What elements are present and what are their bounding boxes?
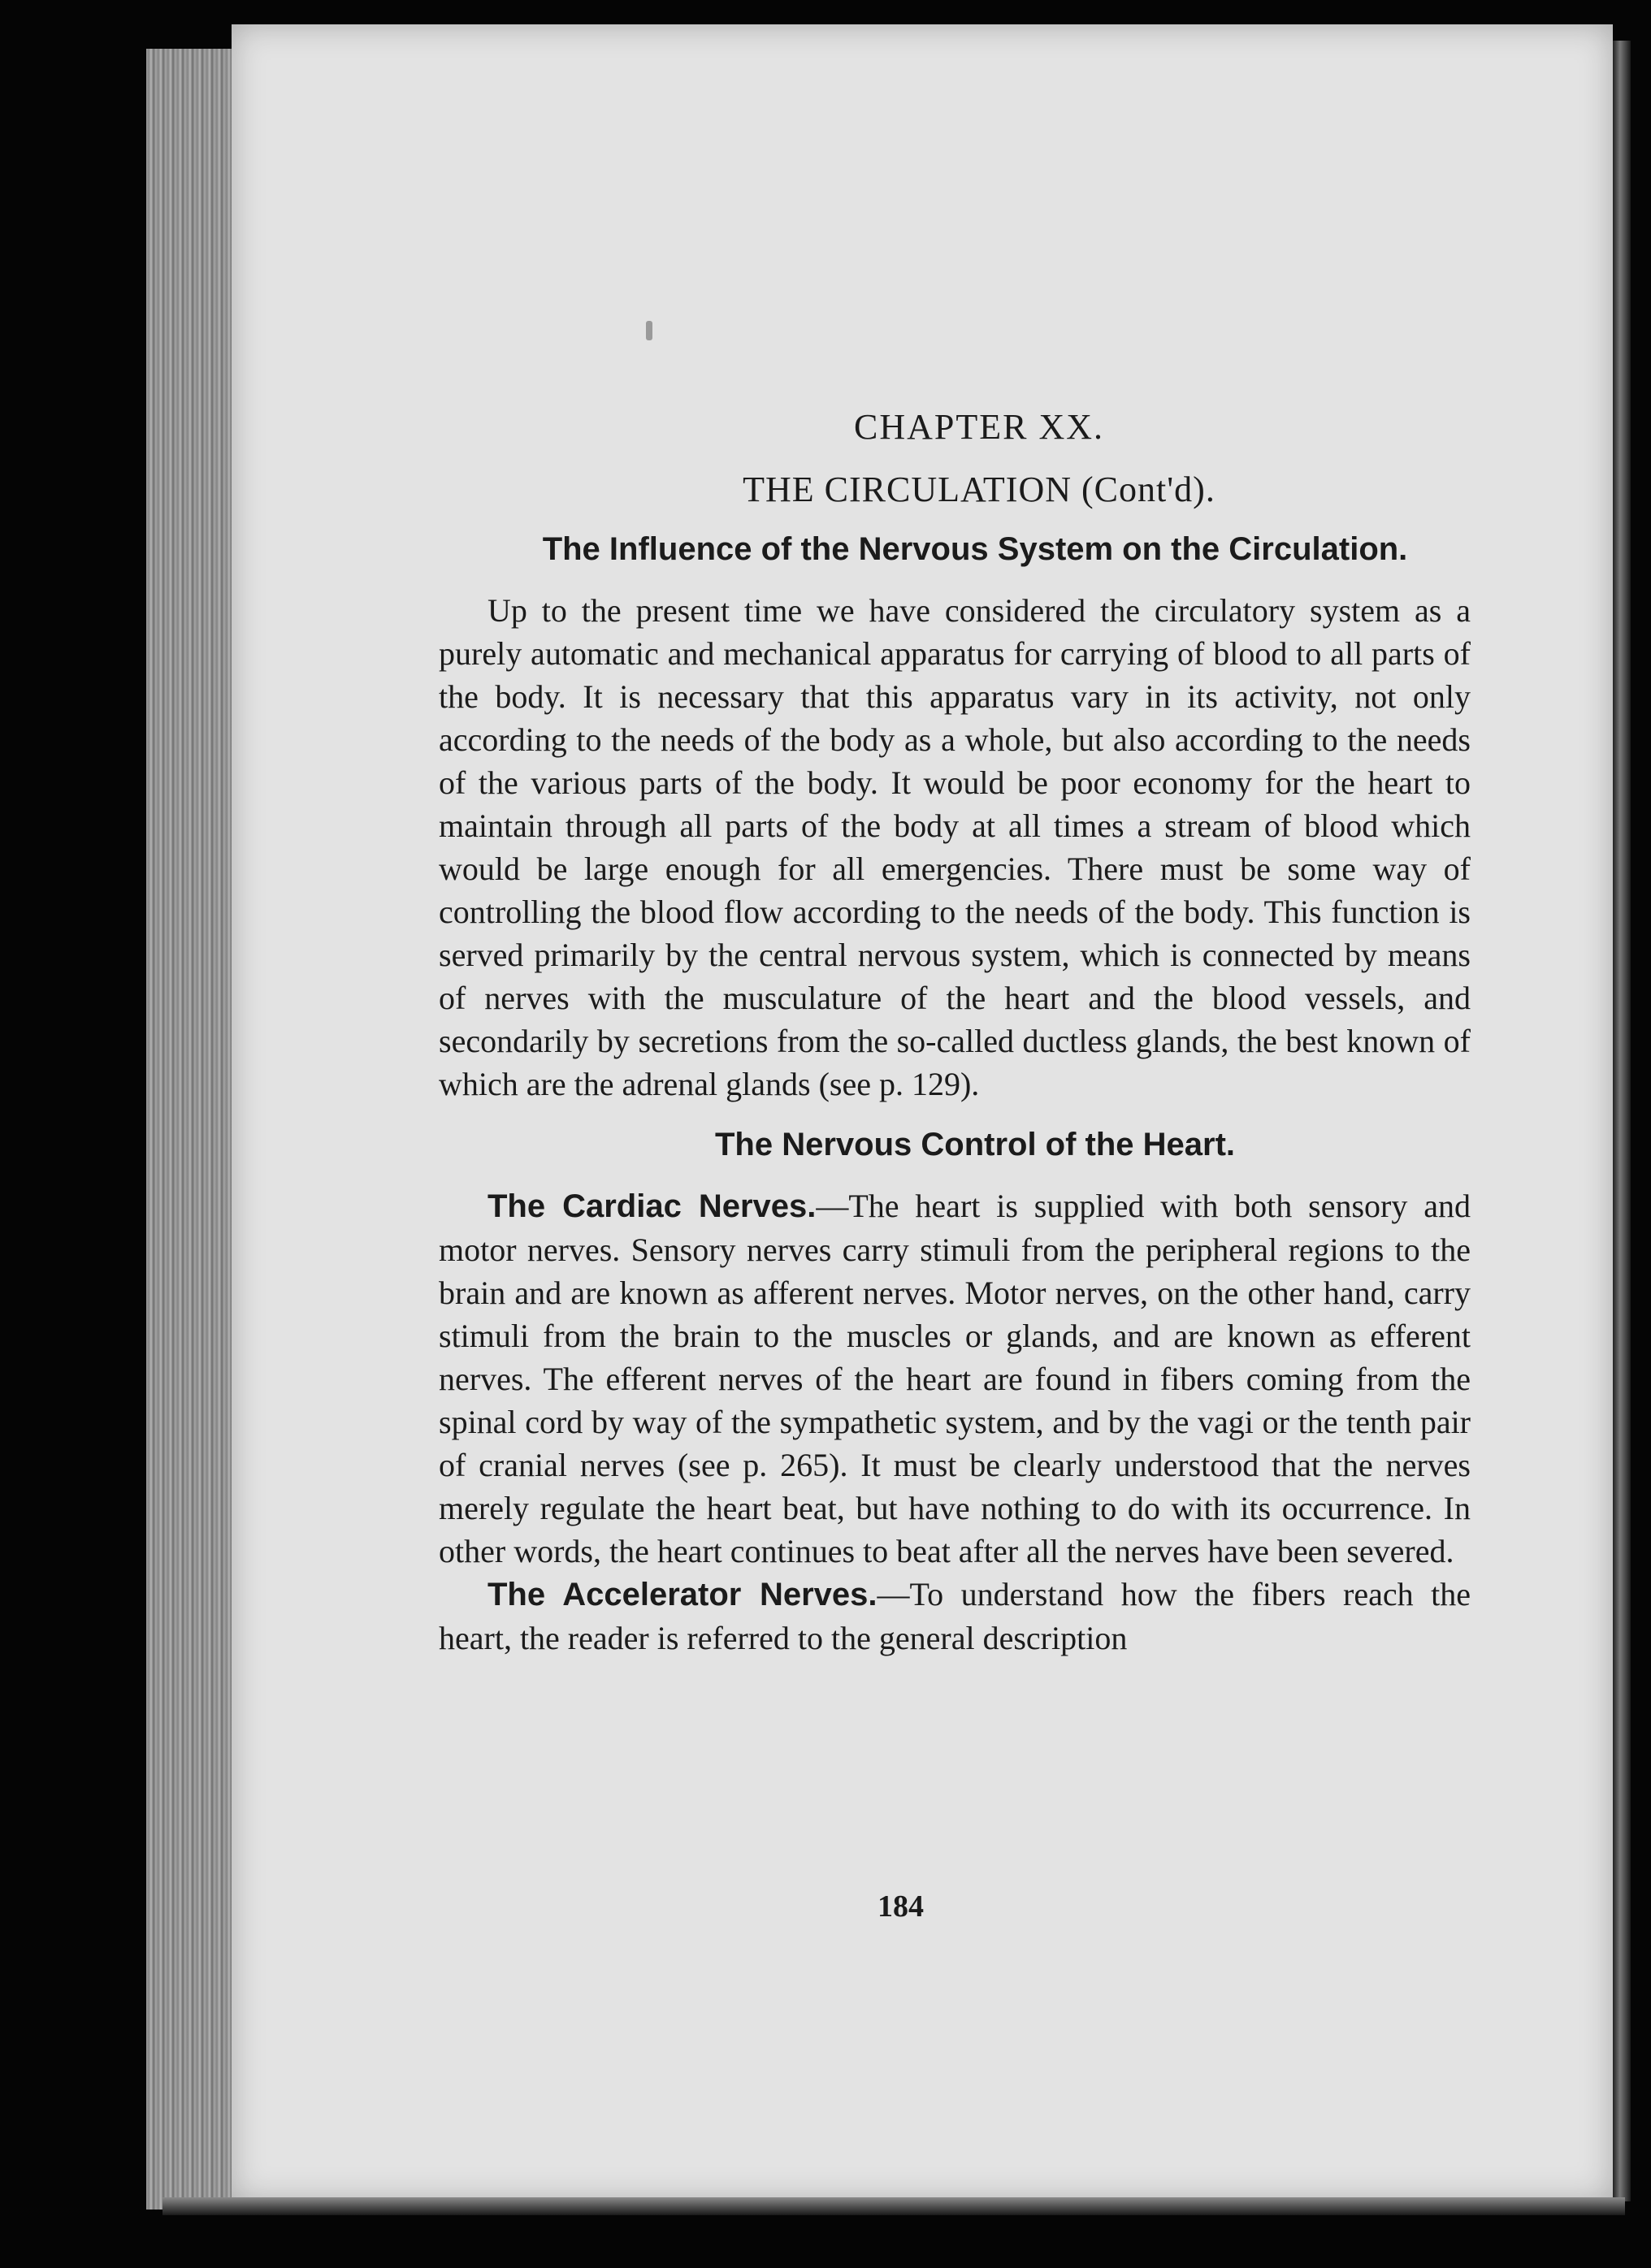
page-edges-left — [146, 49, 236, 2210]
paragraph-cardiac-nerves-text: —The heart is supplied with both sensory and motor nerves. Sensory nerves carry stimuli from the peripheral regions to the brain and are known as afferent nerves. Motor nerves, on the other hand, carry stimuli from the brain to the muscles or glands, and are known as efferent nerves. The efferent nerves of the heart are found in fibers coming from the spinal cord by way of the sympathetic system, and by the vagi or the tenth pair of cranial nerves (see p. 265). It must be clearly understood that the nerves merely regulate the heart beat, but have nothing to do with its occurrence. In other words, the heart continues to beat after all the nerves have been severed. — [439, 1188, 1471, 1569]
chapter-title: CHAPTER XX. — [853, 407, 1105, 447]
section-heading-influence: The Influence of the Nervous System on the Circulation. — [542, 531, 1408, 567]
ink-speck — [646, 321, 652, 340]
paragraph-accelerator-nerves — [431, 1573, 1471, 1660]
paragraph-accelerator-nerves-text: —To understand how the fibers reach the heart, the reader is referred to the general description — [439, 1576, 1471, 1656]
chapter-subtitle: THE CIRCULATION (Cont'd). — [743, 470, 1216, 509]
runhead-accelerator-nerves: The Accelerator Nerves. — [488, 1577, 878, 1612]
paragraph-influence-text: Up to the present time we have considered the circulatory system as a purely automatic and mechanical apparatus for carrying of blood to all parts of the body. It is necessary that this apparatus vary in its activity, not only according to the needs of the body as a whole, but also according to the needs of the various parts of the body. It would be poor economy for the heart to maintain through all parts of the body at all times a stream of blood which would be large enough for all emergencies. There must be some way of controlling the blood flow according to the needs of the body. This function is served primarily by the central nervous system, which is connected by means of nerves with the musculature of the heart and the blood vessels, and secondarily by secretions from the so-called ductless glands, the best known of which are the adrenal glands (see p. 129). — [439, 592, 1471, 1102]
section-heading-nervous-control: The Nervous Control of the Heart. — [714, 1127, 1236, 1162]
page-text — [431, 406, 1471, 1660]
page-bottom-edge — [162, 2197, 1625, 2215]
paragraph-influence — [431, 589, 1471, 1106]
page-number: 184 — [878, 1889, 924, 1924]
paragraph-cardiac-nerves — [431, 1184, 1471, 1573]
binding-edge-right — [1613, 41, 1631, 2201]
runhead-cardiac-nerves: The Cardiac Nerves. — [488, 1188, 817, 1224]
